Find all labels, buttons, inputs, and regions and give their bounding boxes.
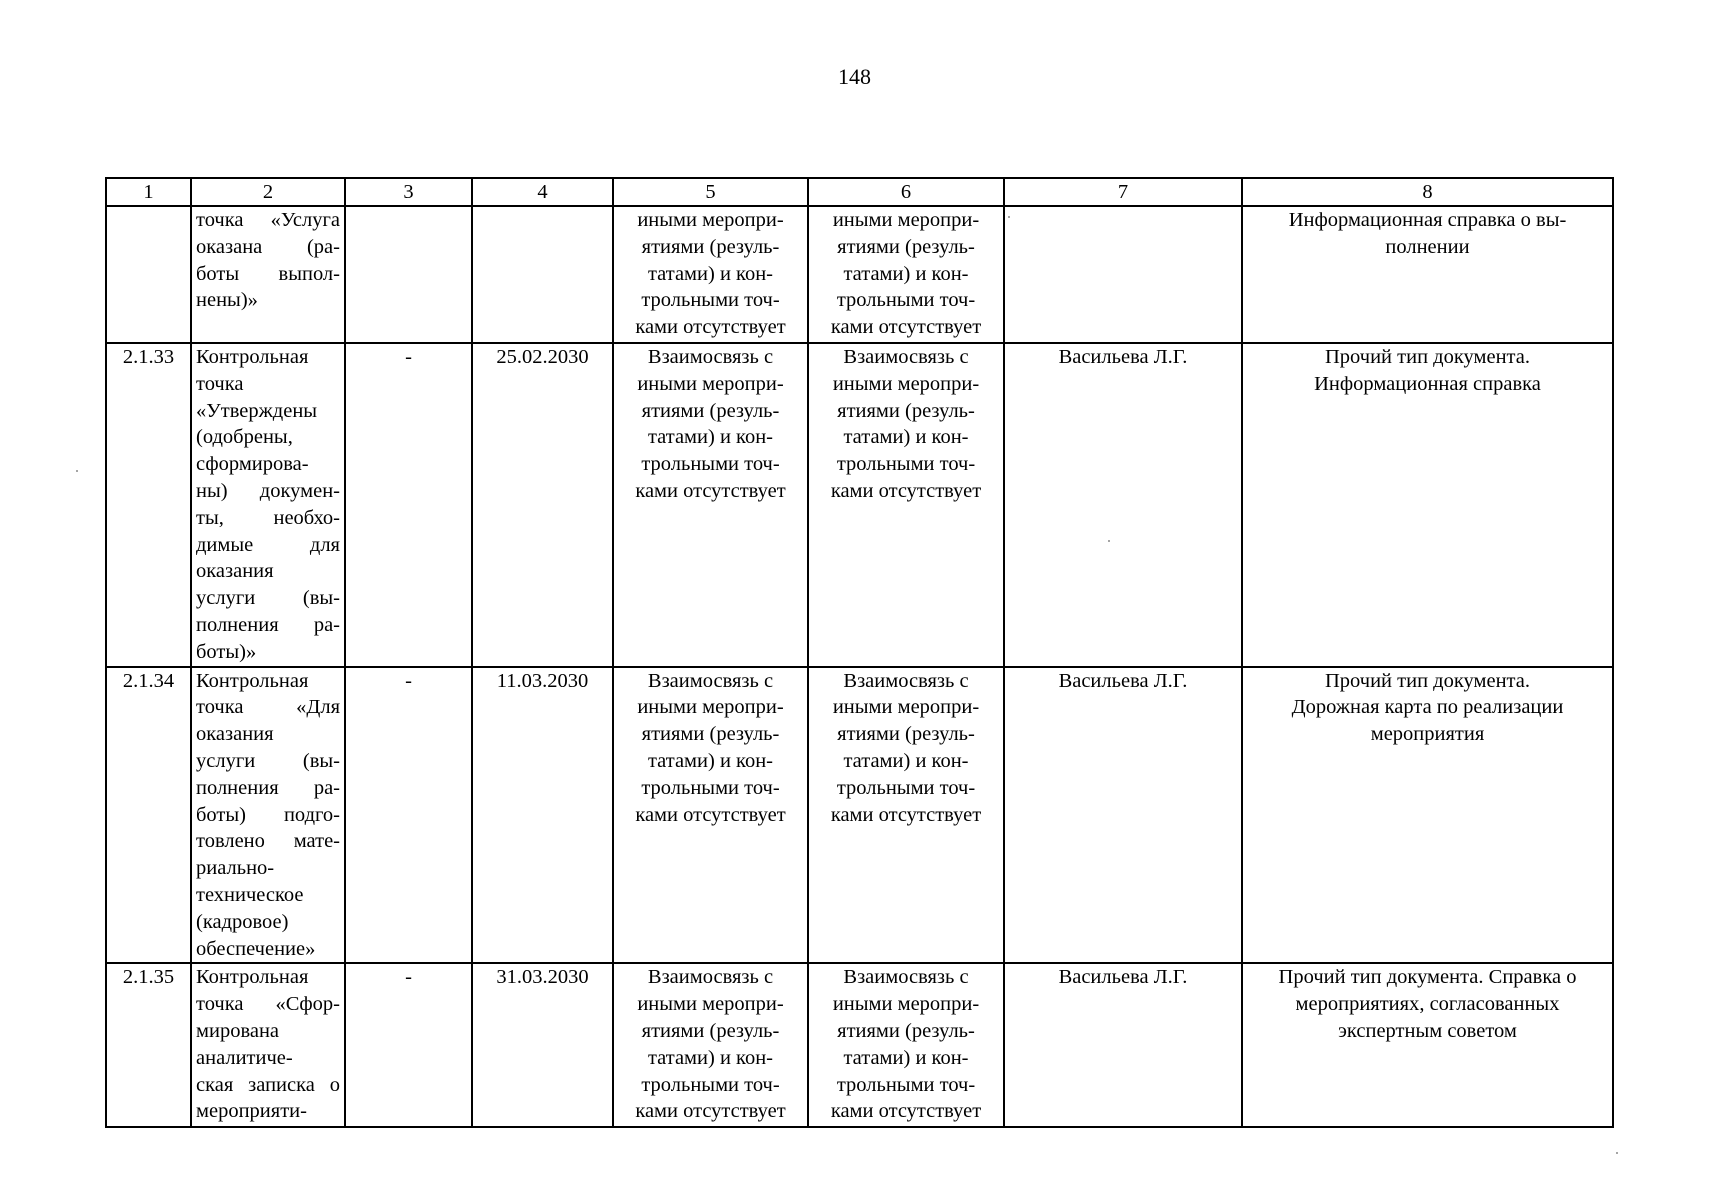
date-cell: 11.03.2030 — [472, 667, 613, 964]
cell-line: татами) и кон- — [843, 1046, 969, 1069]
cell-line: ками отсутствует — [635, 316, 786, 339]
cell-line: точка «Услуга — [196, 209, 340, 231]
relationship-cell — [808, 206, 1004, 343]
control-point-name-cell — [191, 343, 345, 667]
row-number-cell: 2.1.34 — [106, 667, 191, 964]
cell-line: оказания — [196, 723, 274, 746]
column-header: 4 — [472, 178, 613, 206]
cell-line: Контрольная — [196, 966, 309, 989]
row-number-cell — [106, 206, 191, 343]
cell-line: трольными точ- — [641, 776, 780, 799]
cell-line: Взаимосвязь с — [647, 966, 774, 989]
cell-line: ками отсутствует — [635, 803, 786, 826]
scan-speck — [1108, 540, 1110, 542]
cell-line: Прочий тип документа. — [1325, 669, 1530, 692]
cell-line: иными меропри- — [832, 372, 980, 395]
scan-speck — [76, 470, 78, 472]
cell-line: иными меропри- — [832, 993, 980, 1016]
document-type-cell — [1242, 206, 1613, 343]
cell-line: иными меропри- — [637, 993, 784, 1016]
cell-line: ками отсутствует — [635, 1100, 786, 1123]
column-3-cell: - — [345, 343, 472, 667]
cell-line: полнении — [1385, 235, 1470, 258]
relationship-cell — [808, 963, 1004, 1127]
cell-line: оказана (ра- — [196, 235, 340, 258]
cell-line: услуги (вы- — [196, 749, 340, 772]
relationship-cell — [613, 963, 808, 1127]
cell-line: ятиями (резуль- — [837, 1019, 975, 1042]
cell-line: татами) и кон- — [647, 262, 774, 285]
cell-line: Информационная справка о вы- — [1288, 209, 1567, 231]
cell-line: Контрольная — [196, 669, 309, 692]
column-header: 1 — [106, 178, 191, 206]
control-point-name-cell — [191, 667, 345, 964]
table-row — [106, 667, 1613, 964]
cell-line: боты выпол- — [196, 262, 340, 285]
cell-line: ятиями (резуль- — [837, 399, 975, 422]
cell-line: боты) подго- — [196, 803, 340, 826]
cell-line: (одобрены, — [196, 426, 293, 449]
cell-line: иными меропри- — [637, 209, 784, 231]
date-cell: 31.03.2030 — [472, 963, 613, 1127]
cell-line: экспертным советом — [1338, 1019, 1517, 1042]
cell-line: нены)» — [196, 289, 258, 312]
cell-line: Информационная справка — [1314, 372, 1541, 395]
cell-line: татами) и кон- — [843, 426, 969, 449]
cell-line: сформирова- — [196, 453, 309, 476]
column-header: 5 — [613, 178, 808, 206]
cell-line: трольными точ- — [641, 289, 780, 312]
row-number-cell: 2.1.33 — [106, 343, 191, 667]
row-number-cell: 2.1.35 — [106, 963, 191, 1127]
cell-line: оказания — [196, 560, 274, 583]
cell-line: полнения ра- — [196, 613, 340, 636]
cell-line: ками отсутствует — [830, 803, 982, 826]
cell-line: услуги (вы- — [196, 587, 340, 610]
cell-line: (кадровое) — [196, 910, 289, 933]
cell-line: «Утверждены — [196, 399, 318, 422]
relationship-cell — [613, 206, 808, 343]
document-type-cell — [1242, 667, 1613, 964]
date-cell — [472, 206, 613, 343]
cell-line: татами) и кон- — [843, 749, 969, 772]
table-row — [106, 963, 1613, 1127]
column-header: 2 — [191, 178, 345, 206]
cell-line: техническое — [196, 883, 304, 906]
column-header: 7 — [1004, 178, 1242, 206]
cell-line: ны) докумен- — [196, 479, 340, 502]
cell-line: точка «Для — [196, 696, 340, 719]
cell-line: ятиями (резуль- — [641, 1019, 780, 1042]
relationship-cell — [613, 343, 808, 667]
cell-line: ками отсутствует — [830, 1100, 982, 1123]
cell-line: Дорожная карта по реализации — [1291, 696, 1564, 719]
cell-line: мирована — [196, 1019, 280, 1042]
control-point-name-cell — [191, 963, 345, 1127]
cell-line: точка «Сфор- — [196, 993, 340, 1016]
column-header: 3 — [345, 178, 472, 206]
cell-line: полнения ра- — [196, 776, 340, 799]
cell-line: ками отсутствует — [830, 316, 982, 339]
cell-line: ятиями (резуль- — [641, 399, 780, 422]
cell-line: аналитиче- — [196, 1046, 293, 1069]
cell-line: ты, необхо- — [196, 506, 340, 529]
date-cell: 25.02.2030 — [472, 343, 613, 667]
cell-line: трольными точ- — [836, 289, 976, 312]
cell-line: татами) и кон- — [647, 749, 774, 772]
cell-line: ятиями (резуль- — [641, 235, 780, 258]
table-row — [106, 343, 1613, 667]
cell-line: Прочий тип документа. — [1325, 346, 1530, 368]
cell-line: Контрольная — [196, 346, 309, 368]
cell-line: трольными точ- — [836, 1073, 976, 1096]
cell-line: ятиями (резуль- — [837, 235, 975, 258]
table-row — [106, 206, 1613, 343]
cell-line: точка — [196, 372, 244, 395]
cell-line: Взаимосвязь с — [647, 346, 774, 368]
cell-line: товлено мате- — [196, 830, 340, 853]
cell-line: ская записка о — [196, 1073, 340, 1096]
cell-line: иными меропри- — [832, 209, 980, 231]
column-3-cell — [345, 206, 472, 343]
responsible-person-cell: Васильева Л.Г. — [1004, 667, 1242, 964]
scan-speck — [1008, 216, 1010, 218]
relationship-cell — [808, 667, 1004, 964]
cell-line: боты)» — [196, 640, 257, 663]
responsible-person-cell: Васильева Л.Г. — [1004, 963, 1242, 1127]
cell-line: трольными точ- — [836, 776, 976, 799]
relationship-cell — [808, 343, 1004, 667]
cell-line: Взаимосвязь с — [843, 346, 969, 368]
cell-line: ками отсутствует — [830, 479, 982, 502]
cell-line: ками отсутствует — [635, 479, 786, 502]
cell-line: татами) и кон- — [843, 262, 969, 285]
responsible-person-cell — [1004, 206, 1242, 343]
page-number: 148 — [838, 64, 871, 89]
scan-speck — [1616, 1152, 1618, 1154]
column-header: 8 — [1242, 178, 1613, 206]
cell-line: мероприятиях, согласованных — [1295, 993, 1560, 1016]
cell-line: Взаимосвязь с — [843, 669, 969, 692]
cell-line: Взаимосвязь с — [843, 966, 969, 989]
cell-line: иными меропри- — [832, 696, 980, 719]
document-type-cell — [1242, 343, 1613, 667]
cell-line: ятиями (резуль- — [641, 723, 780, 746]
cell-line: татами) и кон- — [647, 426, 774, 449]
cell-line: обеспечение» — [196, 937, 316, 960]
table-header-row — [106, 178, 1613, 206]
cell-line: иными меропри- — [637, 372, 784, 395]
cell-line: Взаимосвязь с — [647, 669, 774, 692]
cell-line: трольными точ- — [836, 453, 976, 476]
cell-line: димые для — [196, 533, 340, 556]
cell-line: мероприяти- — [196, 1100, 307, 1123]
cell-line: татами) и кон- — [647, 1046, 774, 1069]
document-type-cell — [1242, 963, 1613, 1127]
document-table — [105, 177, 1614, 1128]
cell-line: иными меропри- — [637, 696, 784, 719]
cell-line: ятиями (резуль- — [837, 723, 975, 746]
column-3-cell: - — [345, 963, 472, 1127]
control-point-name-cell — [191, 206, 345, 343]
cell-line: трольными точ- — [641, 1073, 780, 1096]
cell-line: Прочий тип документа. Справка о — [1278, 966, 1577, 989]
column-header: 6 — [808, 178, 1004, 206]
responsible-person-cell: Васильева Л.Г. — [1004, 343, 1242, 667]
column-3-cell: - — [345, 667, 472, 964]
cell-line: риально- — [196, 857, 275, 880]
cell-line: трольными точ- — [641, 453, 780, 476]
cell-line: мероприятия — [1370, 723, 1485, 746]
relationship-cell — [613, 667, 808, 964]
